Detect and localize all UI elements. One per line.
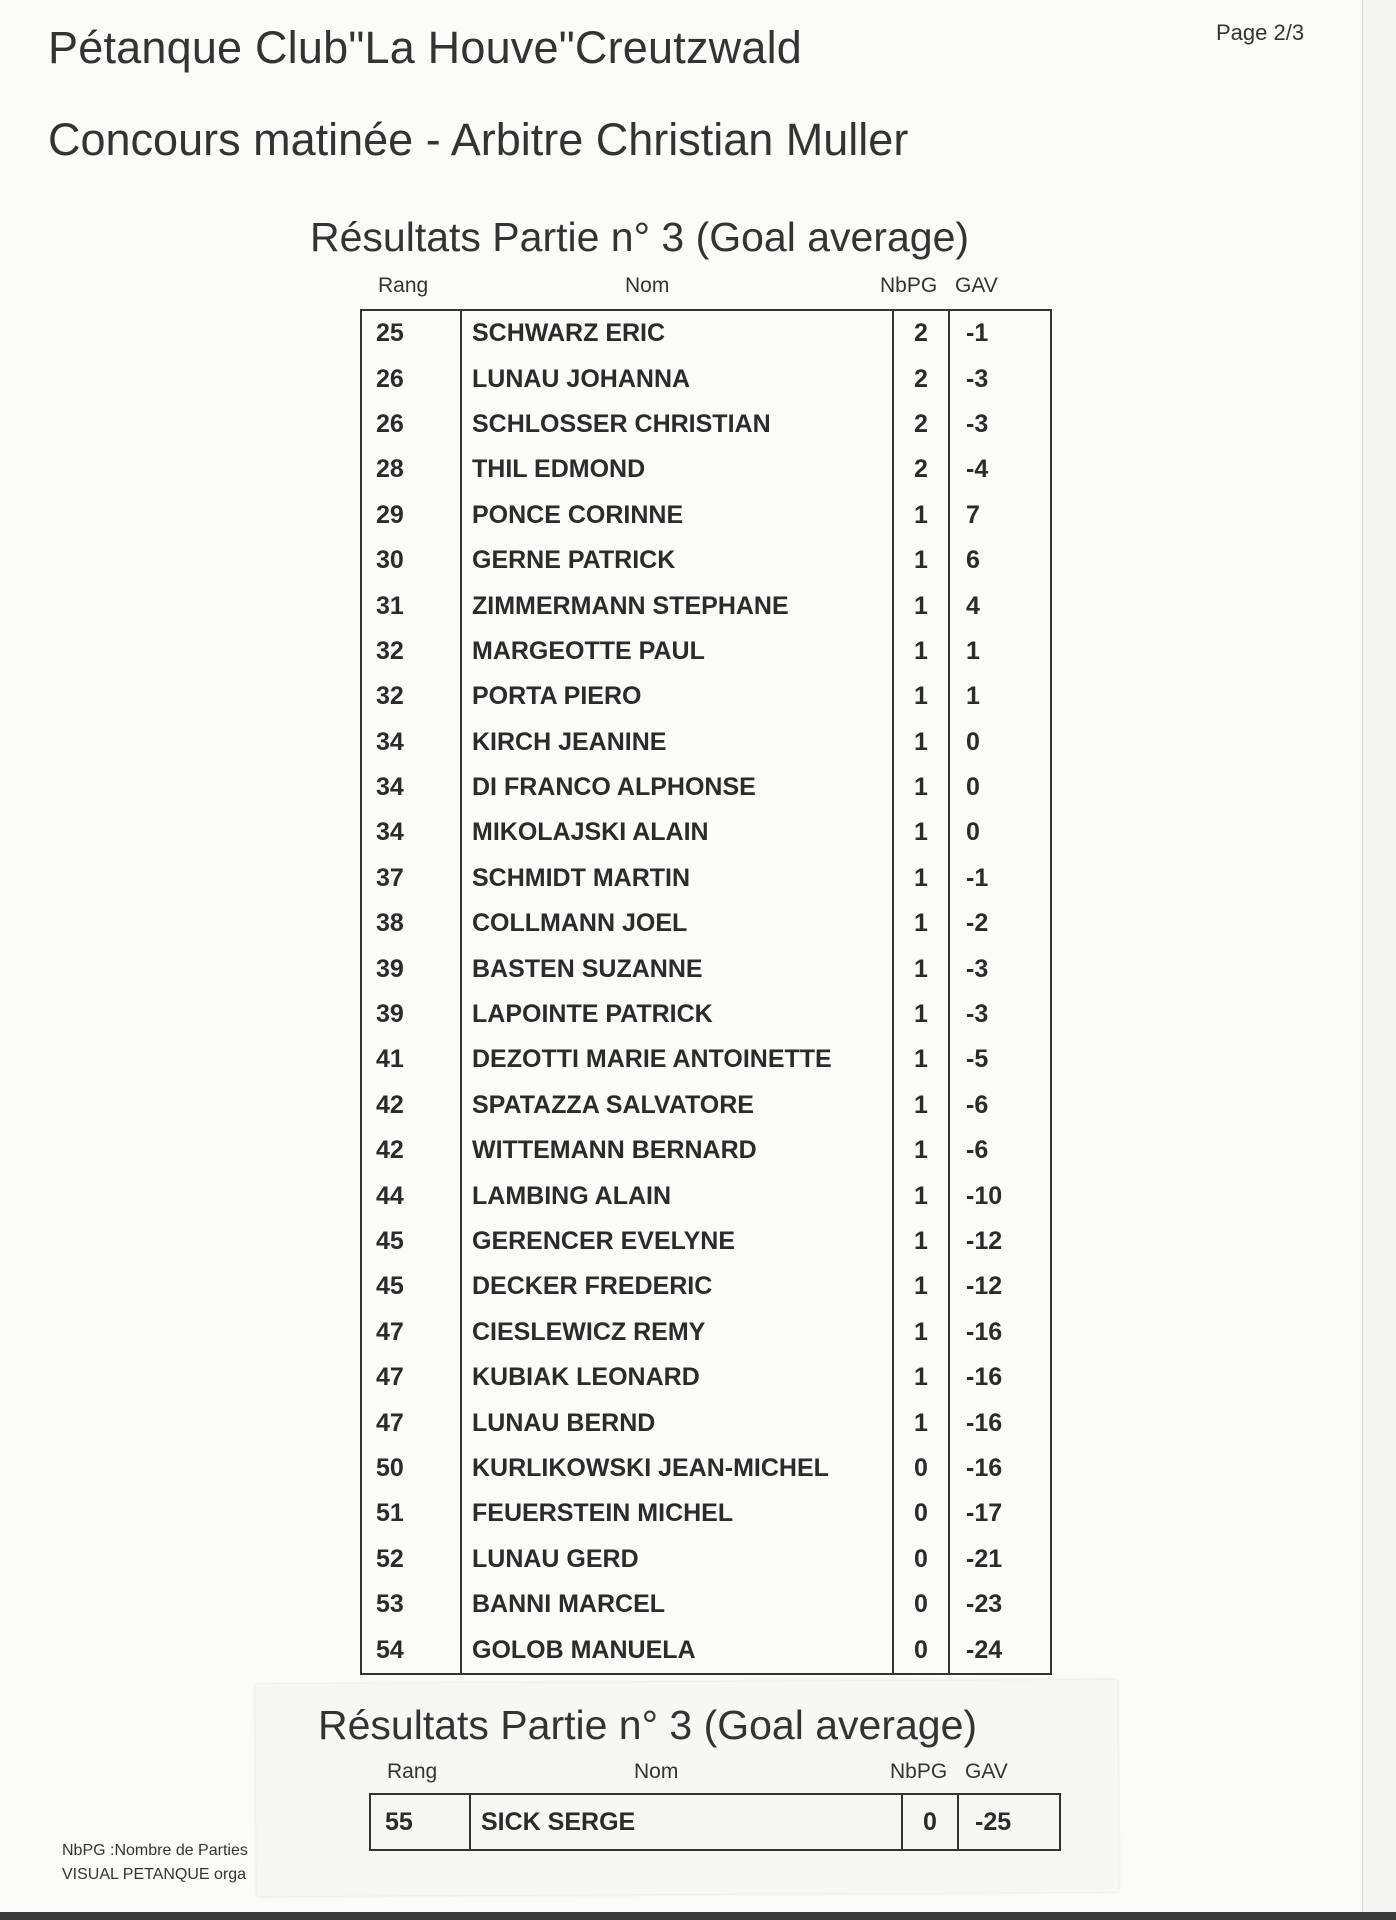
nbpg-cell: 1 xyxy=(893,674,949,719)
gav-cell: -25 xyxy=(958,1794,1060,1850)
nbpg-cell: 1 xyxy=(893,1037,949,1082)
name-cell: COLLMANN JOEL xyxy=(461,901,893,946)
column-header-gav: GAV xyxy=(955,274,998,297)
rank-cell: 25 xyxy=(361,310,461,356)
table-row xyxy=(361,901,1051,946)
name-cell: SICK SERGE xyxy=(470,1794,902,1850)
nbpg-cell: 2 xyxy=(893,402,949,447)
table-row xyxy=(361,1400,1051,1445)
gav-cell: -1 xyxy=(949,310,1051,356)
results-table xyxy=(360,309,1052,1675)
table-row xyxy=(361,946,1051,991)
rank-cell: 45 xyxy=(361,1219,461,1264)
table-row xyxy=(361,765,1051,810)
gav-cell: -3 xyxy=(949,402,1051,447)
table-row xyxy=(361,1083,1051,1128)
gav-cell: -3 xyxy=(949,356,1051,401)
name-cell: SCHLOSSER CHRISTIAN xyxy=(461,402,893,447)
column-header-rang-2: Rang xyxy=(387,1760,438,1783)
scan-bottom-edge xyxy=(0,1912,1396,1920)
name-cell: KIRCH JEANINE xyxy=(461,720,893,765)
name-cell: LAMBING ALAIN xyxy=(461,1173,893,1218)
rank-cell: 32 xyxy=(361,629,461,674)
nbpg-cell: 1 xyxy=(893,1355,949,1400)
name-cell: GERENCER EVELYNE xyxy=(461,1219,893,1264)
nbpg-cell: 1 xyxy=(893,1310,949,1355)
gav-cell: -12 xyxy=(949,1219,1051,1264)
rank-cell: 32 xyxy=(361,674,461,719)
gav-cell: -23 xyxy=(949,1582,1051,1627)
name-cell: SCHMIDT MARTIN xyxy=(461,856,893,901)
name-cell: DECKER FREDERIC xyxy=(461,1264,893,1309)
nbpg-cell: 0 xyxy=(902,1794,958,1850)
name-cell: BANNI MARCEL xyxy=(461,1582,893,1627)
table-row xyxy=(361,583,1051,628)
table-row xyxy=(361,992,1051,1037)
gav-cell: -10 xyxy=(949,1173,1051,1218)
table-row xyxy=(361,856,1051,901)
gav-cell: 4 xyxy=(949,583,1051,628)
nbpg-cell: 1 xyxy=(893,493,949,538)
column-header-nom: Nom xyxy=(625,274,670,297)
rank-cell: 42 xyxy=(361,1083,461,1128)
table-row xyxy=(361,1537,1051,1582)
table-row xyxy=(361,1582,1051,1627)
rank-cell: 34 xyxy=(361,765,461,810)
nbpg-cell: 1 xyxy=(893,1173,949,1218)
name-cell: SPATAZZA SALVATORE xyxy=(461,1083,893,1128)
gav-cell: -16 xyxy=(949,1446,1051,1491)
table-row xyxy=(361,1355,1051,1400)
rank-cell: 51 xyxy=(361,1491,461,1536)
name-cell: MARGEOTTE PAUL xyxy=(461,629,893,674)
gav-cell: -5 xyxy=(949,1037,1051,1082)
table-row xyxy=(361,810,1051,855)
club-title: Pétanque Club"La Houve"Creutzwald xyxy=(48,22,802,73)
nbpg-cell: 0 xyxy=(893,1627,949,1673)
rank-cell: 44 xyxy=(361,1173,461,1218)
nbpg-cell: 1 xyxy=(893,1264,949,1309)
name-cell: FEUERSTEIN MICHEL xyxy=(461,1491,893,1536)
rank-cell: 26 xyxy=(361,356,461,401)
nbpg-cell: 1 xyxy=(893,946,949,991)
nbpg-cell: 0 xyxy=(893,1582,949,1627)
name-cell: KUBIAK LEONARD xyxy=(461,1355,893,1400)
column-header-rang: Rang xyxy=(378,274,429,297)
footnote-legend: NbPG :Nombre de Parties xyxy=(62,1842,248,1859)
name-cell: WITTEMANN BERNARD xyxy=(461,1128,893,1173)
column-header-gav-2: GAV xyxy=(965,1760,1008,1783)
rank-cell: 34 xyxy=(361,720,461,765)
rank-cell: 28 xyxy=(361,447,461,492)
rank-cell: 34 xyxy=(361,810,461,855)
rank-cell: 31 xyxy=(361,583,461,628)
name-cell: LUNAU GERD xyxy=(461,1537,893,1582)
rank-cell: 41 xyxy=(361,1037,461,1082)
table-row xyxy=(361,1264,1051,1309)
nbpg-cell: 2 xyxy=(893,310,949,356)
gav-cell: -3 xyxy=(949,946,1051,991)
nbpg-cell: 2 xyxy=(893,356,949,401)
nbpg-cell: 1 xyxy=(893,1128,949,1173)
name-cell: GOLOB MANUELA xyxy=(461,1627,893,1673)
name-cell: PONCE CORINNE xyxy=(461,493,893,538)
nbpg-cell: 1 xyxy=(893,583,949,628)
table-row xyxy=(361,1627,1051,1673)
nbpg-cell: 0 xyxy=(893,1446,949,1491)
rank-cell: 37 xyxy=(361,856,461,901)
gav-cell: -2 xyxy=(949,901,1051,946)
gav-cell: -12 xyxy=(949,1264,1051,1309)
gav-cell: 0 xyxy=(949,765,1051,810)
name-cell: THIL EDMOND xyxy=(461,447,893,492)
name-cell: SCHWARZ ERIC xyxy=(461,310,893,356)
nbpg-cell: 1 xyxy=(893,1400,949,1445)
name-cell: GERNE PATRICK xyxy=(461,538,893,583)
name-cell: LUNAU BERND xyxy=(461,1400,893,1445)
section-title: Résultats Partie n° 3 (Goal average) xyxy=(310,214,970,260)
table-row xyxy=(361,447,1051,492)
rank-cell: 54 xyxy=(361,1627,461,1673)
gav-cell: -21 xyxy=(949,1537,1051,1582)
nbpg-cell: 0 xyxy=(893,1491,949,1536)
table-row xyxy=(361,720,1051,765)
column-header-nbpg-2: NbPG xyxy=(890,1760,948,1783)
name-cell: DI FRANCO ALPHONSE xyxy=(461,765,893,810)
gav-cell: -16 xyxy=(949,1310,1051,1355)
rank-cell: 50 xyxy=(361,1446,461,1491)
nbpg-cell: 1 xyxy=(893,856,949,901)
nbpg-cell: 2 xyxy=(893,447,949,492)
rank-cell: 30 xyxy=(361,538,461,583)
column-header-nom-2: Nom xyxy=(634,1760,679,1783)
nbpg-cell: 0 xyxy=(893,1537,949,1582)
nbpg-cell: 1 xyxy=(893,1083,949,1128)
nbpg-cell: 1 xyxy=(893,538,949,583)
table-row xyxy=(361,674,1051,719)
table-row xyxy=(361,356,1051,401)
gav-cell: -6 xyxy=(949,1083,1051,1128)
name-cell: MIKOLAJSKI ALAIN xyxy=(461,810,893,855)
name-cell: LUNAU JOHANNA xyxy=(461,356,893,401)
gav-cell: 1 xyxy=(949,629,1051,674)
rank-cell: 53 xyxy=(361,1582,461,1627)
name-cell: DEZOTTI MARIE ANTOINETTE xyxy=(461,1037,893,1082)
gav-cell: 1 xyxy=(949,674,1051,719)
gav-cell: 6 xyxy=(949,538,1051,583)
table-row xyxy=(361,1491,1051,1536)
gav-cell: -17 xyxy=(949,1491,1051,1536)
gav-cell: -3 xyxy=(949,992,1051,1037)
rank-cell: 47 xyxy=(361,1310,461,1355)
rank-cell: 52 xyxy=(361,1537,461,1582)
results-table-2 xyxy=(369,1793,1061,1851)
rank-cell: 55 xyxy=(370,1794,470,1850)
gav-cell: -24 xyxy=(949,1627,1051,1673)
rank-cell: 39 xyxy=(361,946,461,991)
table-row xyxy=(361,629,1051,674)
nbpg-cell: 1 xyxy=(893,901,949,946)
footnote-software: VISUAL PETANQUE orga xyxy=(62,1866,247,1883)
table-row xyxy=(361,538,1051,583)
column-header-nbpg: NbPG xyxy=(880,274,938,297)
table-row xyxy=(361,1173,1051,1218)
table-row xyxy=(370,1794,1060,1850)
rank-cell: 47 xyxy=(361,1400,461,1445)
name-cell: KURLIKOWSKI JEAN-MICHEL xyxy=(461,1446,893,1491)
nbpg-cell: 1 xyxy=(893,992,949,1037)
table-row xyxy=(361,493,1051,538)
gav-cell: 0 xyxy=(949,810,1051,855)
nbpg-cell: 1 xyxy=(893,810,949,855)
rank-cell: 45 xyxy=(361,1264,461,1309)
nbpg-cell: 1 xyxy=(893,765,949,810)
page-number: Page 2/3 xyxy=(1216,20,1305,45)
name-cell: CIESLEWICZ REMY xyxy=(461,1310,893,1355)
name-cell: ZIMMERMANN STEPHANE xyxy=(461,583,893,628)
table-row xyxy=(361,402,1051,447)
nbpg-cell: 1 xyxy=(893,1219,949,1264)
name-cell: PORTA PIERO xyxy=(461,674,893,719)
rank-cell: 29 xyxy=(361,493,461,538)
table-row xyxy=(361,310,1051,356)
rank-cell: 42 xyxy=(361,1128,461,1173)
table-row xyxy=(361,1310,1051,1355)
gav-cell: -16 xyxy=(949,1355,1051,1400)
table-row xyxy=(361,1037,1051,1082)
rank-cell: 47 xyxy=(361,1355,461,1400)
gav-cell: -16 xyxy=(949,1400,1051,1445)
nbpg-cell: 1 xyxy=(893,720,949,765)
name-cell: BASTEN SUZANNE xyxy=(461,946,893,991)
gav-cell: -6 xyxy=(949,1128,1051,1173)
rank-cell: 26 xyxy=(361,402,461,447)
rank-cell: 38 xyxy=(361,901,461,946)
table-row xyxy=(361,1446,1051,1491)
name-cell: LAPOINTE PATRICK xyxy=(461,992,893,1037)
table-row xyxy=(361,1128,1051,1173)
section-title-2: Résultats Partie n° 3 (Goal average) xyxy=(318,1702,978,1748)
gav-cell: 0 xyxy=(949,720,1051,765)
gav-cell: -1 xyxy=(949,856,1051,901)
gav-cell: -4 xyxy=(949,447,1051,492)
table-row xyxy=(361,1219,1051,1264)
gav-cell: 7 xyxy=(949,493,1051,538)
rank-cell: 39 xyxy=(361,992,461,1037)
nbpg-cell: 1 xyxy=(893,629,949,674)
event-subtitle: Concours matinée - Arbitre Christian Muller xyxy=(48,114,909,165)
